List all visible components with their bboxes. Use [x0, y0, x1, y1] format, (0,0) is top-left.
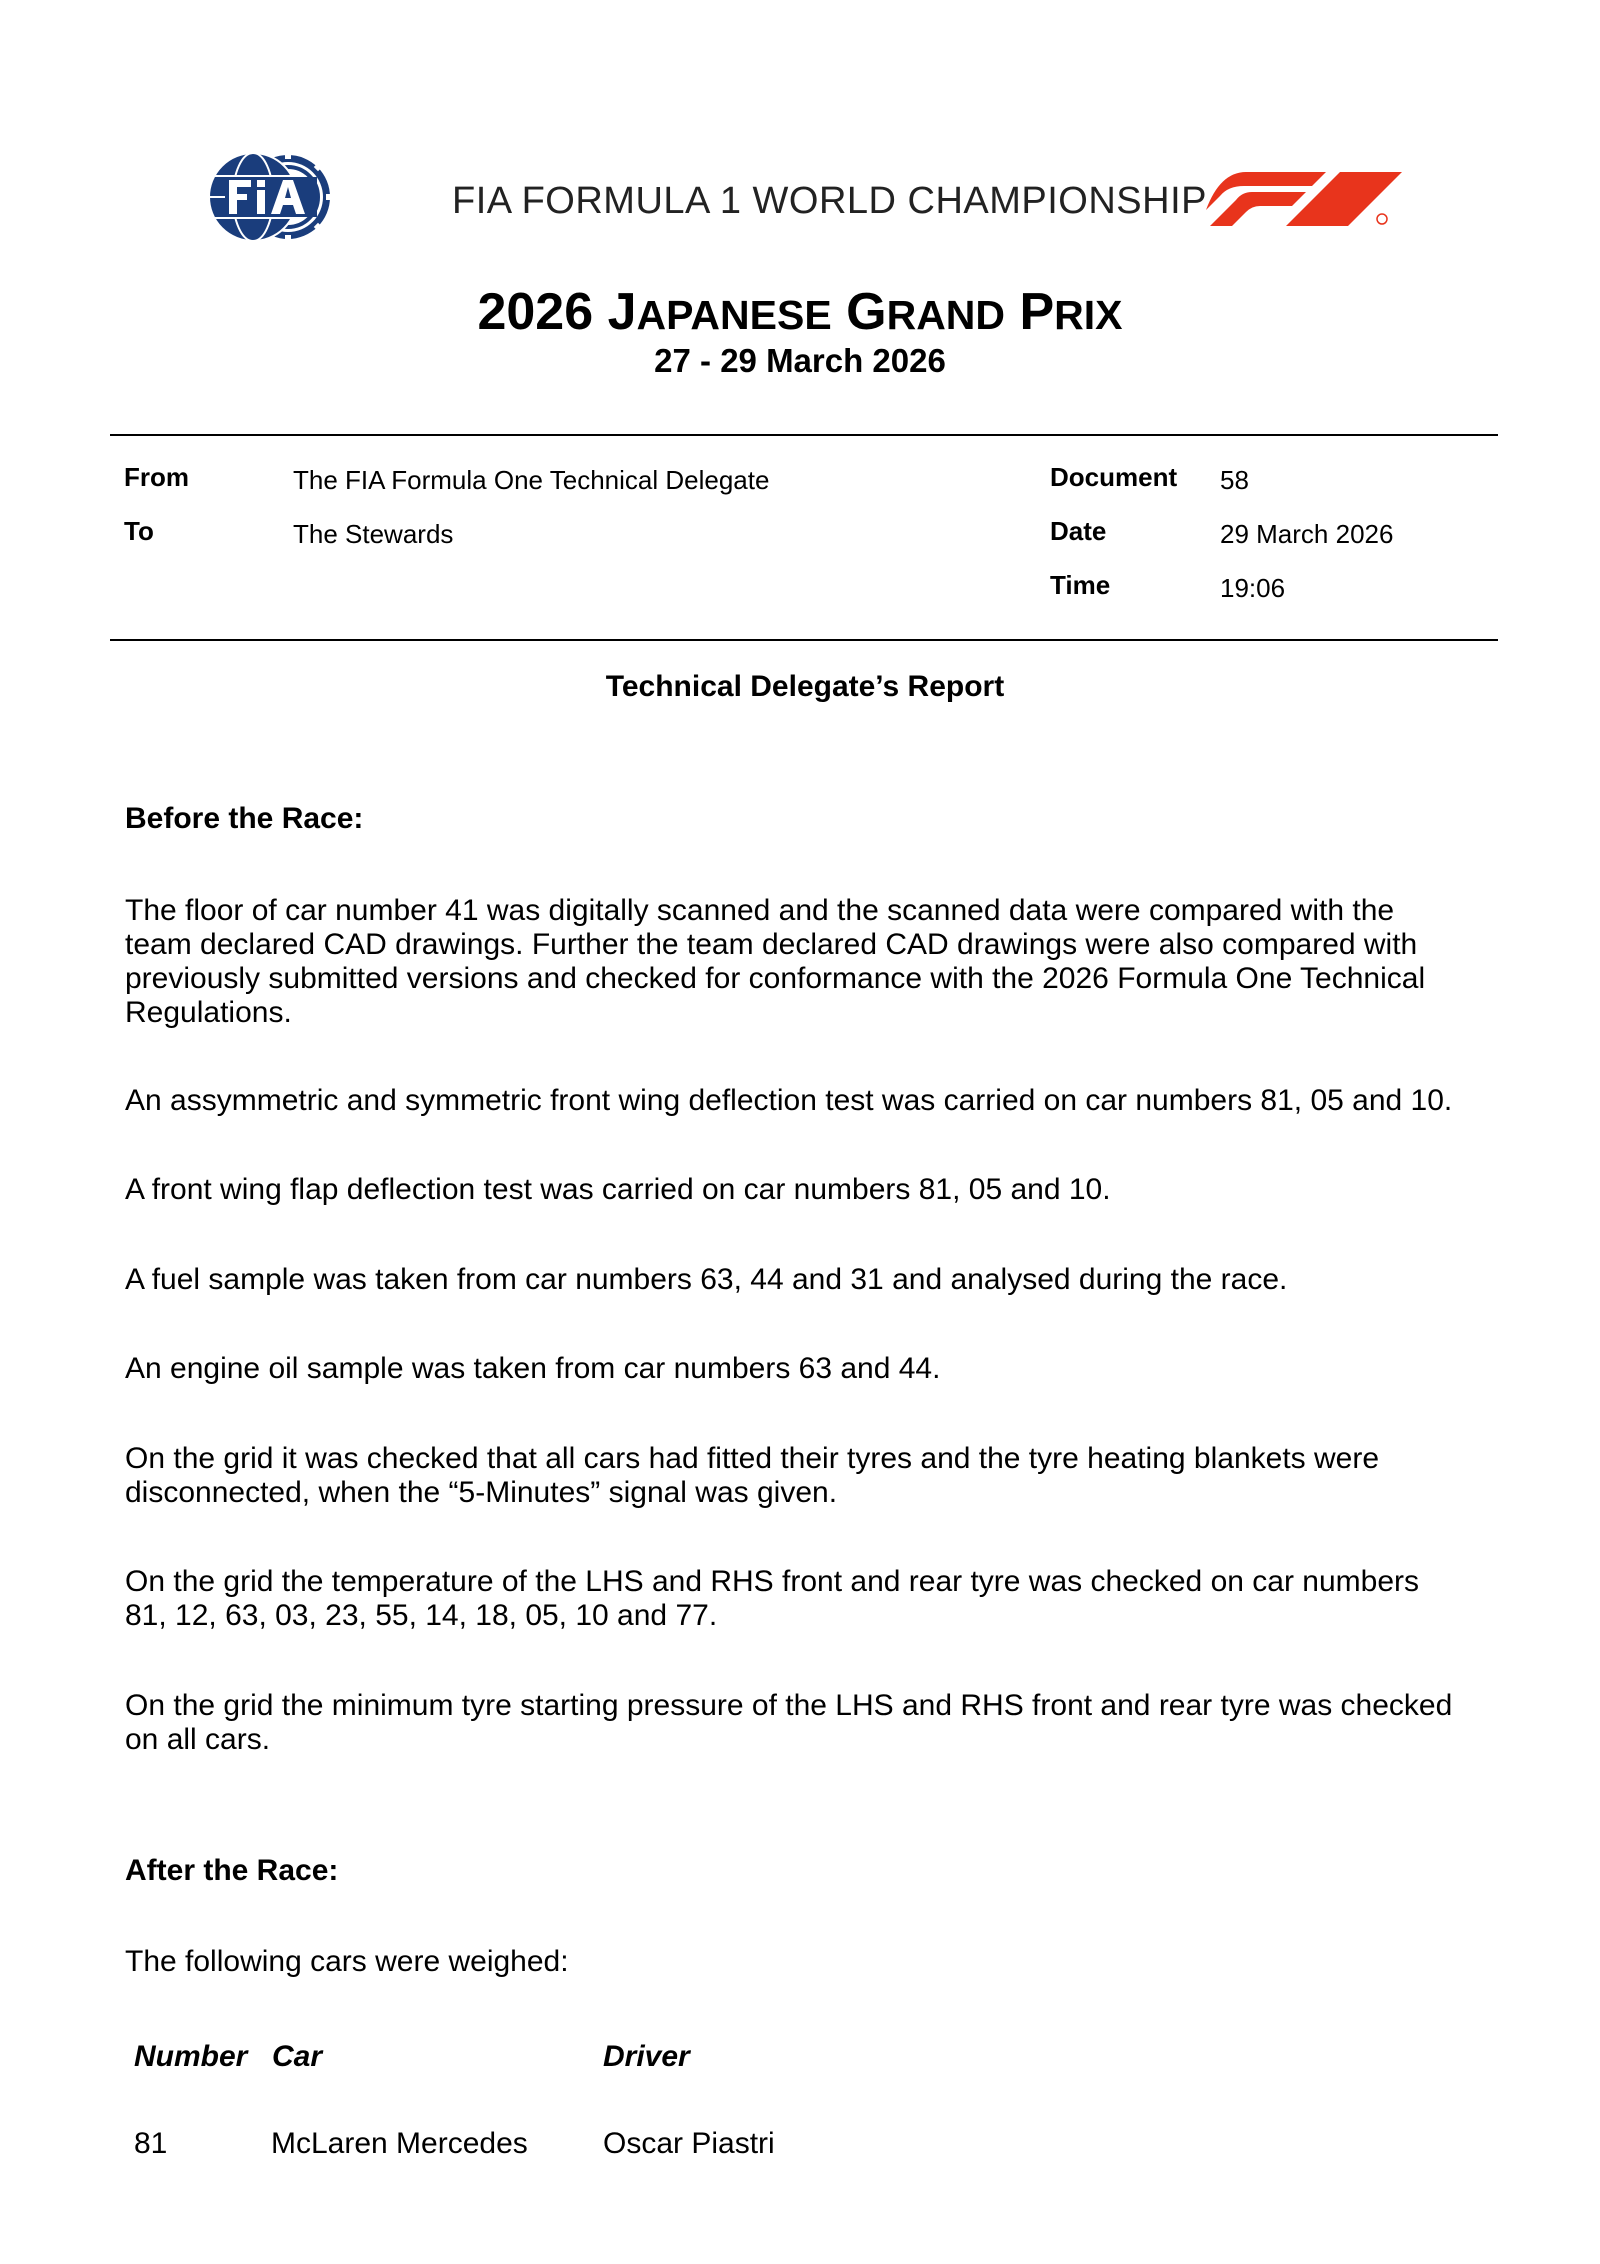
f1-logo [1206, 170, 1402, 226]
table-cell-number: 81 [134, 2127, 168, 2160]
paragraph-tyre-temperature [125, 1565, 1545, 1633]
text-line: team declared CAD drawings. Further the team declared CAD drawings were also compared with [125, 928, 1418, 961]
time-value: 19:06 [1220, 573, 1286, 603]
text-line: An assymmetric and symmetric front wing deflection test was carried on car numbers 81, 05 and 10. [125, 1084, 1453, 1117]
text-line: On the grid the minimum tyre starting pressure of the LHS and RHS front and rear tyre was checked [125, 1689, 1453, 1722]
before-race-heading: Before the Race: [125, 802, 364, 835]
date-label: Date [1050, 516, 1107, 546]
event-year: 2026 [477, 283, 594, 341]
title-rest-j: APANESE [636, 292, 832, 338]
text-line: A front wing flap deflection test was carried on car numbers 81, 05 and 10. [125, 1173, 1111, 1206]
table-header-car: Car [272, 2040, 323, 2073]
event-dates: 27 - 29 March 2026 [654, 342, 946, 379]
title-rest-g: RAND [886, 292, 1006, 338]
text-line: on all cars. [125, 1723, 271, 1756]
text-line: 81, 12, 63, 03, 23, 55, 14, 18, 05, 10 and 77. [125, 1599, 718, 1632]
text-line: A fuel sample was taken from car numbers 63, 44 and 31 and analysed during the race. [125, 1263, 1288, 1296]
document-value: 58 [1220, 465, 1249, 495]
document-label: Document [1050, 462, 1178, 492]
title-cap-g: G [846, 283, 887, 341]
paragraph-tyre-blankets [125, 1442, 1545, 1510]
text-line: On the grid the temperature of the LHS and RHS front and rear tyre was checked on car numbers [125, 1565, 1419, 1598]
date-value: 29 March 2026 [1220, 519, 1394, 549]
paragraph-wing-deflection [125, 1084, 1545, 1118]
from-value: The FIA Formula One Technical Delegate [293, 465, 770, 495]
report-title: Technical Delegate’s Report [605, 670, 1005, 703]
paragraph-oil-sample [125, 1352, 1545, 1386]
from-label: From [124, 462, 189, 492]
text-line: previously submitted versions and checked for conformance with the 2026 Formula One Technical [125, 962, 1426, 995]
title-cap-p: P [1019, 283, 1055, 341]
championship-title: FIA FORMULA 1 WORLD CHAMPIONSHIP [452, 180, 1207, 222]
weighed-intro: The following cars were weighed: [125, 1945, 569, 1978]
fia-logo [205, 150, 340, 245]
text-line: Regulations. [125, 996, 292, 1029]
paragraph-fuel-sample [125, 1263, 1545, 1297]
event-title [0, 282, 1600, 342]
divider-top [110, 434, 1498, 436]
text-line: An engine oil sample was taken from car numbers 63 and 44. [125, 1352, 941, 1385]
text-line: disconnected, when the “5-Minutes” signal was given. [125, 1476, 838, 1509]
table-header-number: Number [134, 2040, 248, 2073]
table-cell-driver: Oscar Piastri [603, 2127, 775, 2160]
text-line: The floor of car number 41 was digitally scanned and the scanned data were compared with the [125, 894, 1395, 927]
table-header-driver: Driver [603, 2040, 690, 2073]
after-race-heading: After the Race: [125, 1854, 339, 1887]
to-value: The Stewards [293, 519, 454, 549]
table-cell-car: McLaren Mercedes [271, 2127, 528, 2160]
paragraph-flap-deflection [125, 1173, 1545, 1207]
title-cap-j: J [607, 283, 637, 341]
title-rest-p: RIX [1054, 292, 1123, 338]
divider-bottom [110, 639, 1498, 641]
paragraph-floor-scan [125, 894, 1545, 1030]
paragraph-tyre-pressure [125, 1689, 1545, 1757]
text-line: On the grid it was checked that all cars had fitted their tyres and the tyre heating blankets were [125, 1442, 1380, 1475]
to-label: To [124, 516, 154, 546]
time-label: Time [1050, 570, 1111, 600]
